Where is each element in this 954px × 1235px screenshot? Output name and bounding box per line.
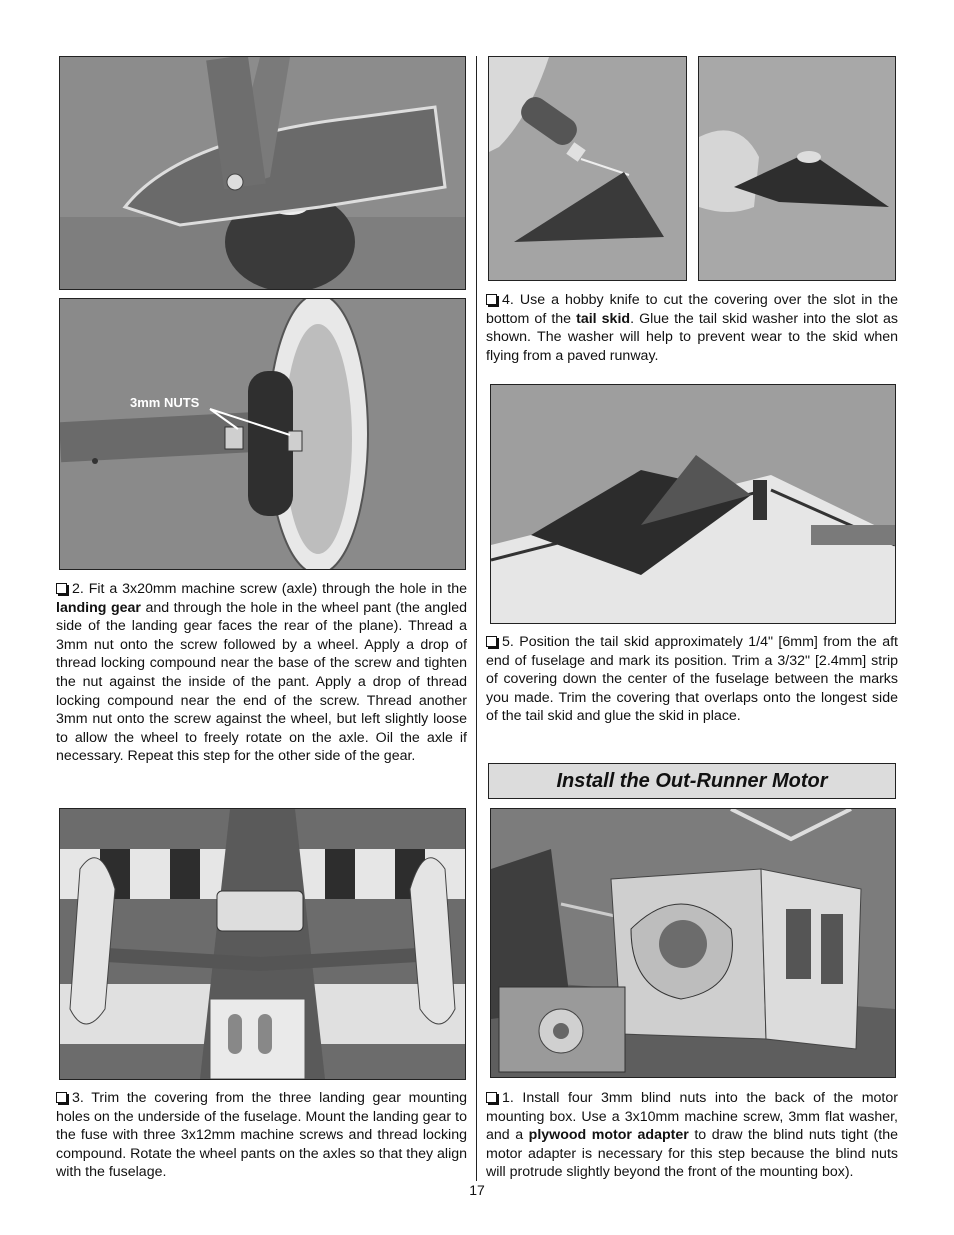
step-2-text — [56, 580, 467, 766]
step-5-text-a: Position the tail skid approximately 1/4" [6mm] from the aft end of fuselage and mark its position. Trim a 3/32" [2.4mm] strip of covering down the center of the fuselage between the marks you made. Trim the covering that overlaps onto the longest side of the tail skid and glue the skid in place. — [486, 634, 898, 725]
step-2-bold-term: landing gear — [56, 599, 141, 616]
step-3-text — [56, 1089, 467, 1182]
motor-step-1-text-a: Install four 3mm blind nuts into the back of the motor mounting box. Use a 3x10mm machine screw, 3mm flat washer, and a — [486, 1090, 898, 1144]
photo-knife-cut — [488, 56, 687, 281]
step-2-text-a: Fit a 3x20mm machine screw (axle) through the hole in the — [88, 581, 467, 597]
photo-wheel-pant-nuts — [59, 298, 466, 570]
step-4-text-b: . Glue the tail skid washer into the slot as shown. The washer will help to prevent wear to the skid when flying from a paved runway. — [486, 310, 898, 364]
section-heading: Install the Out-Runner Motor — [488, 763, 896, 799]
step-5-number: 5. — [502, 634, 514, 650]
photo-tail-skid-washer — [698, 56, 896, 281]
step-4-checkbox[interactable] — [486, 294, 497, 305]
step-5-checkbox[interactable] — [486, 636, 497, 647]
step-4-text — [486, 291, 898, 365]
step-4-number: 4. — [502, 292, 514, 308]
photo-gear-mounted — [59, 808, 466, 1080]
motor-step-1-checkbox[interactable] — [486, 1092, 497, 1103]
step-2-number: 2. — [72, 581, 84, 597]
photo-wheel-pant-side — [59, 56, 466, 290]
motor-step-1-bold-term: plywood motor adapter — [528, 1127, 689, 1144]
step-4-text-a: Use a hobby knife to cut the covering over the slot in the bottom of the — [486, 292, 898, 327]
step-2-text-b: and through the hole in the wheel pant (the angled side of the landing gear faces the rear of the plane). Thread a 3mm nut onto the screw followed by a wheel. Apply a drop of thread locking compound near the base of the screw and tighten the nut against the inside of the pant. Apply a drop of thread locking compound near the end of the screw. Thread another 3mm nut onto the screw against the wheel, but left slightly loose to allow the wheel to freely rotate on the axle. Oil the axle if necessary. Repeat this step for the other side of the gear. — [56, 599, 467, 765]
photo-tail-skid-position — [490, 384, 896, 624]
step-4-bold-term: tail skid — [576, 310, 631, 327]
step-2-checkbox[interactable] — [56, 583, 67, 594]
motor-step-1-text-b: to draw the blind nuts tight (the motor adapter is necessary for this step because the blind nuts will protrude slightly beyond the front of the mounting box). — [486, 1127, 899, 1181]
motor-step-1-number: 1. — [502, 1090, 514, 1106]
column-divider — [476, 56, 477, 1181]
step-3-checkbox[interactable] — [56, 1092, 67, 1103]
photo-motor-box — [490, 808, 896, 1078]
page-number: 17 — [469, 1182, 485, 1198]
step-3-text-a: Trim the covering from the three landing gear mounting holes on the underside of the fuselage. Mount the landing gear to the fuse with three 3x12mm machine screws and thread locking compound. Rotate the wheel pants on the axles so that they align with the fuselage. — [56, 1090, 468, 1181]
step-5-text — [486, 633, 898, 726]
step-3-number: 3. — [72, 1090, 84, 1106]
motor-step-1-text — [486, 1089, 898, 1182]
callout-3mm-nuts: 3mm NUTS — [130, 395, 200, 410]
